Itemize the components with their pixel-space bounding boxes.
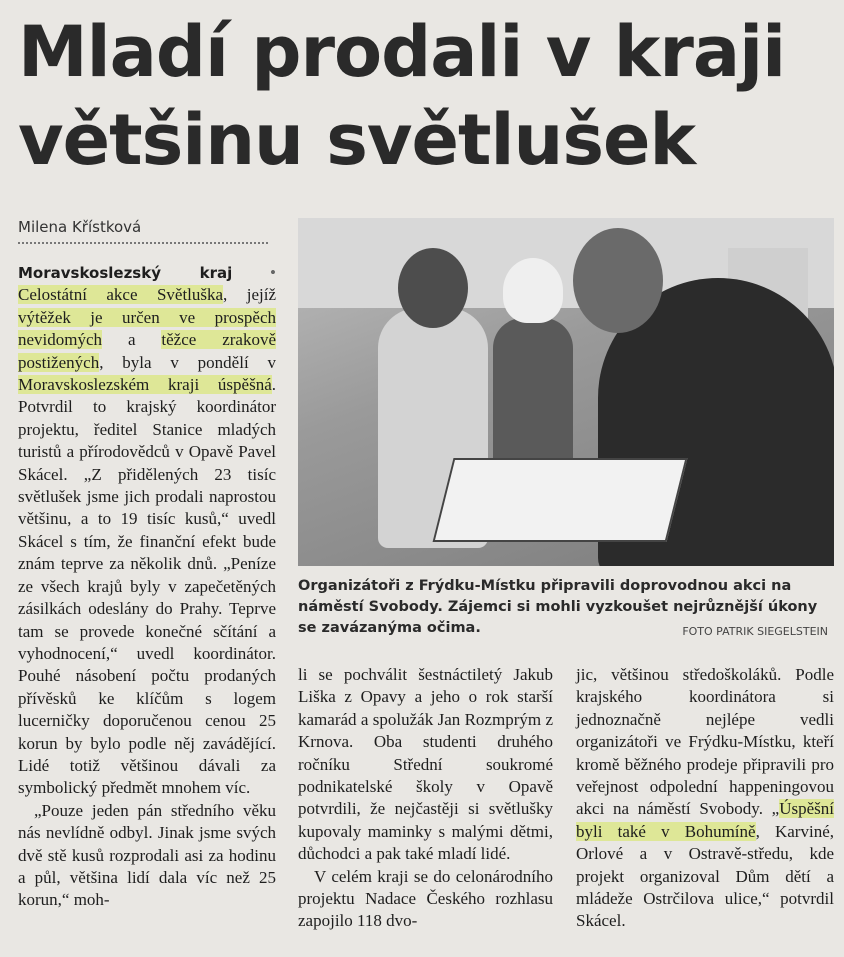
paragraph-2: „Pouze jeden pán středního věku nás nevlídně odbyl. Jinak jsme svých dvě stě kusů rozprodali asi za hodinu a půl, většina lidí dala víc než 25 korun,“ moh- <box>18 800 276 910</box>
highlight: Moravskoslezském kraji úspěšná <box>18 375 272 395</box>
paragraph-1 <box>18 262 276 800</box>
bullet-icon: • <box>270 263 276 282</box>
article-column-2 <box>298 664 553 933</box>
text-run: a <box>102 330 162 350</box>
highlight: těžce zrakově postižených <box>18 330 277 372</box>
headline-line-2: většinu světlušek <box>18 99 696 181</box>
photo-caption: Organizátoři z Frýdku-Místku připravili doprovodnou akci na náměstí Svobody. Zájemci si mohli vyzkoušet nejrůznější úkony se zavázanýma očima. <box>298 578 818 636</box>
highlight: Úspěšní byli také v Bohumíně <box>576 799 834 841</box>
highlight: Celostátní akce Světluška <box>18 285 224 305</box>
headline <box>18 8 838 184</box>
headline-line-1: Mladí prodali v kraji <box>18 11 786 93</box>
photo-credit: FOTO PATRIK SIEGELSTEIN <box>682 625 828 638</box>
paragraph-5 <box>576 664 834 933</box>
text-run: , jejíž <box>223 285 276 305</box>
highlight: výtěžek je určen ve prospěch nevidomých <box>18 307 276 350</box>
text-run: , Karviné, Orlové a v Ostravě-středu, kde projekt organizoval Dům dětí a mládeže Ostrčilova ulice,“ potvrdil Skácel. <box>576 821 834 931</box>
article-column-3 <box>576 664 834 933</box>
location-lead: Moravskoslezský kraj <box>18 264 233 282</box>
paragraph-4: V celém kraji se do celonárodního projektu Nadace Českého rozhlasu zapojilo 118 dvo- <box>298 866 553 931</box>
article-photo <box>298 218 834 566</box>
paragraph-3: li se pochválit šestnáctiletý Jakub Liška z Opavy a jeho o rok starší kamarád a spolužák Jan Rozmprým z Krnova. Oba studenti druhého ročníku Střední soukromé podnikatelské školy v Opavě potvrdili, že nejčastěji si světlušky kupovaly maminky s malými dětmi, důchodci a pak také mladí lidé. <box>298 665 553 864</box>
text-run: . Potvrdil to krajský koordinátor projektu, ředitel Stanice mladých turistů a přírodovědců v Opavě Pavel Skácel. „Z přidělených 23 tisíc světlušek jsme jich prodali naprostou většinu, a to 19 tisíc kusů,“ uvedl Skácel s tím, že finanční efekt bude znám teprve za několik dnů. „Peníze ze všech krajů byly v zapečetěných zásilkách odeslány do Prahy. Teprve tam se provede konečné sčítání a vyhodnocení,“ uvedl koordinátor. Pouhé násobení počtu prodaných přívěsků ke klíčům s logem lucerničky doporučenou cenou 25 korun by bylo podle něj zavádějící. Lidé totiž většinou dávali za symbolický předmět mnohem víc. <box>18 375 276 798</box>
text-run: , byla v pondělí v <box>99 352 276 372</box>
author-byline: Milena Křístková <box>18 218 268 244</box>
text-run: jic, většinou středoškoláků. Podle krajského koordinátora si jednoznačně nejlépe vedli organizátoři ve Frýdku-Místku, kteří kromě běžného prodeje připravili pro veřejnost odpolední happeningovou akci na náměstí Svobody. „ <box>576 665 834 819</box>
article-column-1 <box>18 262 276 912</box>
